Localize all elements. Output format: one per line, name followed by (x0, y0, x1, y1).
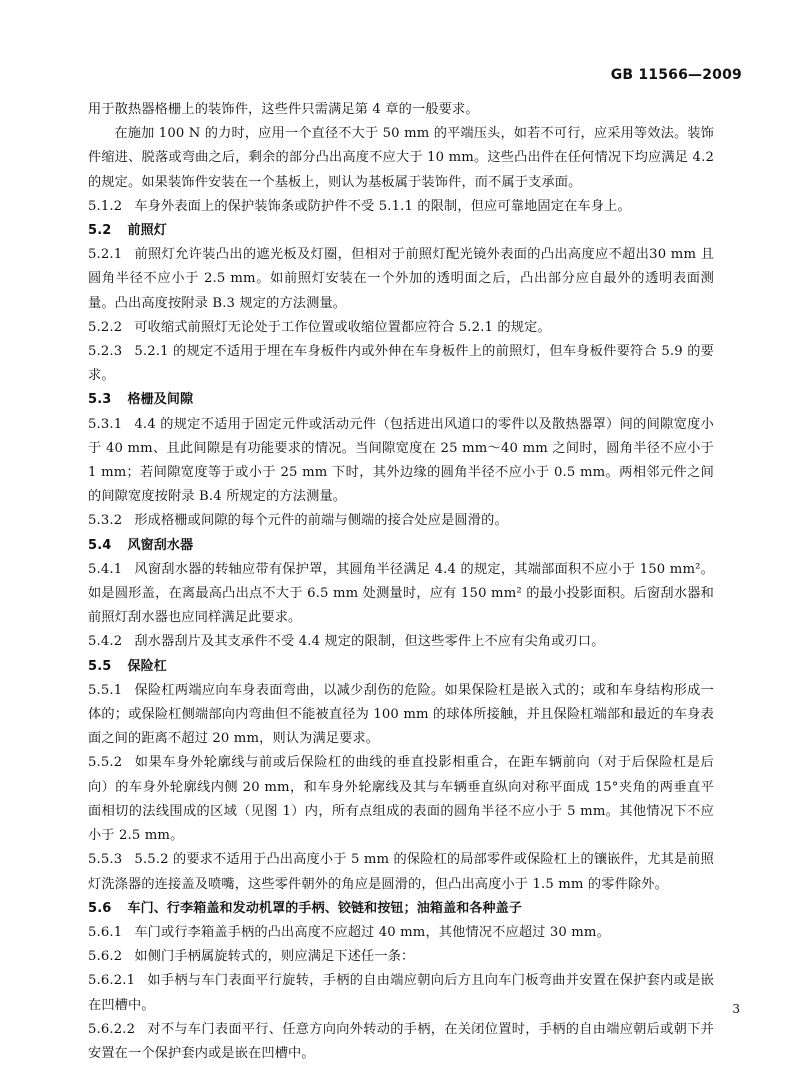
section-heading (88, 388, 714, 412)
clause-number: 5.5 (88, 658, 112, 674)
clause-text: 如侧门手柄属旋转式的，则应满足下述任一条： (134, 949, 415, 965)
section-heading (88, 219, 714, 243)
clause-text: 车门或行李箱盖手柄的凸出高度不应超过 40 mm，其他情况不应超过 30 mm。 (134, 924, 610, 940)
clause-number: 5.5.1 (88, 682, 123, 698)
clause (88, 751, 714, 848)
clause-text: 车身外表面上的保护装饰条或防护件不受 5.1.1 的限制，但应可靠地固定在车身上。 (134, 198, 631, 214)
clause (88, 243, 714, 316)
clause (88, 316, 714, 340)
clause-number: 5.4 (88, 537, 112, 553)
clause-number: 5.2.1 (88, 247, 123, 263)
clause-number: 5.3.2 (88, 513, 123, 529)
clause-text: 形成格栅或间隙的每个元件的前端与侧端的接合处应是圆滑的。 (134, 513, 508, 529)
clause (88, 921, 714, 945)
clause-number: 5.2 (88, 223, 112, 239)
clause-text: 风窗刮水器 (127, 537, 194, 553)
clause-text: 保险杠 (127, 658, 167, 674)
clause-text: 对不与车门表面平行、任意方向向外转动的手柄，在关闭位置时，手柄的自由端应朝后或朝下并安置在一个保护套内或是嵌在凹槽中。 (88, 1021, 714, 1061)
clause-number: 5.6.1 (88, 924, 123, 940)
clause-number: 5.3.1 (88, 416, 123, 432)
clause (88, 1018, 714, 1066)
standard-number: GB 11566—2009 (610, 67, 742, 83)
clause-text: 车门、行李箱盖和发动机罩的手柄、铰链和按钮；油箱盖和各种盖子 (127, 900, 522, 916)
clause-text: 5.5.2 的要求不适用于凸出高度小于 5 mm 的保险杠的局部零件或保险杠上的镶嵌件，尤其是前照灯洗涤器的连接盖及喷嘴，这些零件朝外的角应是圆滑的，但凸出高度小于 1.5 mm 的零件除外。 (88, 852, 714, 892)
clause-number: 5.5.3 (88, 852, 123, 868)
clause-text: 如果车身外轮廓线与前或后保险杠的曲线的垂直投影相重合，在距车辆前向（对于后保险杠是后向）的车身外轮廓线内侧 20 mm，和车身外轮廓线及其与车辆垂直纵向对称平面成 15°夹角的两垂直平面相切的法线围成的区域（见图 1）内，所有点组成的表面的圆角半径不应小于 5 mm。其他情况下不应小于 2.5 mm。 (88, 755, 714, 844)
clause-number: 5.4.1 (88, 561, 123, 577)
clause-text: 可收缩式前照灯无论处于工作位置或收缩位置都应符合 5.2.1 的规定。 (134, 319, 551, 335)
clause-number: 5.2.3 (88, 344, 123, 360)
clause-number: 5.6.2 (88, 949, 123, 965)
clause (88, 969, 714, 1017)
clause-number: 5.3 (88, 392, 112, 408)
clause (88, 848, 714, 896)
clause (88, 679, 714, 752)
clause-text: 保险杠两端应向车身表面弯曲，以减少刮伤的危险。如果保险杠是嵌入式的；或和车身结构形成一体的；或保险杠侧端部向内弯曲但不能被直径为 100 mm 的球体所接触，并且保险杠端部和最近的车身表面之间的距离不超过 20 mm，则认为满足要求。 (88, 682, 714, 747)
clause (88, 413, 714, 510)
clause-number: 5.2.2 (88, 319, 123, 335)
clause-text: 格栅及间隙 (127, 392, 194, 408)
clause-text: 用于散热器格栅上的装饰件，这些件只需满足第 4 章的一般要求。 (88, 102, 479, 117)
clause-number: 5.6.2.2 (88, 1021, 136, 1037)
clause (88, 509, 714, 533)
clause-number: 5.5.2 (88, 755, 123, 771)
clause-number: 5.1.2 (88, 198, 123, 214)
section-heading (88, 655, 714, 679)
clause-text: 前照灯允许装凸出的遮光板及灯圈，但相对于前照灯配光镜外表面的凸出高度应不超出30 mm 且圆角半径不应小于 2.5 mm。如前照灯安装在一个外加的透明面之后，凸出部分应自最外的透明表面测量。凸出高度按附录 B.3 规定的方法测量。 (88, 247, 714, 311)
clause (88, 945, 714, 969)
clause (88, 630, 714, 654)
page-number: 3 (732, 1002, 740, 1016)
document-body (88, 98, 714, 1066)
clause-text: 5.2.1 的规定不适用于埋在车身板件内或外伸在车身板件上的前照灯，但车身板件要符合 5.9 的要求。 (88, 344, 714, 384)
clause (88, 195, 714, 219)
clause (88, 340, 714, 388)
clause-text: 如手柄与车门表面平行旋转，手柄的自由端应朝向后方且向车门板弯曲并安置在保护套内或是嵌在凹槽中。 (88, 973, 714, 1013)
clause-text: 前照灯 (127, 223, 167, 239)
clause-number: 5.6.2.1 (88, 973, 136, 989)
clause (88, 558, 714, 631)
clause-text: 4.4 的规定不适用于固定元件或活动元件（包括进出风道口的零件以及散热器罩）间的间隙宽度小于 40 mm、且此间隙是有功能要求的情况。当间隙宽度在 25 mm～40 mm 之间时，圆角半径不应小于 1 mm；若间隙宽度等于或小于 25 mm 下时，其外边缘的圆角半径不应小于 0.5 mm。两相邻元件之间的间隙宽度按附录 B.4 所规定的方法测量。 (88, 416, 714, 505)
clause-text: 刮水器刮片及其支承件不受 4.4 规定的限制，但这些零件上不应有尖角或刃口。 (134, 634, 605, 650)
section-heading (88, 897, 714, 921)
clause-number: 5.4.2 (88, 634, 123, 650)
clause-number: 5.6 (88, 900, 112, 916)
clause-text: 风窗刮水器的转轴应带有保护罩，其圆角半径满足 4.4 的规定，其端部面积不应小于 150 mm²。如是圆形盖，在离最高凸出点不大于 6.5 mm 处测量时，应有 150 mm² 的最小投影面积。后窗刮水器和前照灯刮水器也应同样满足此要求。 (88, 561, 714, 626)
clause-text: 在施加 100 N 的力时，应用一个直径不大于 50 mm 的平端压头，如若不可行，应采用等效法。装饰件缩进、脱落或弯曲之后，剩余的部分凸出高度不应大于 10 mm。这些凸出件在任何情况下均应满足 4.2 的规定。如果装饰件安装在一个基板上，则认为基板属于装饰件，而不属于支承面。 (88, 126, 714, 190)
paragraph (88, 98, 714, 122)
paragraph (88, 122, 714, 195)
section-heading (88, 534, 714, 558)
